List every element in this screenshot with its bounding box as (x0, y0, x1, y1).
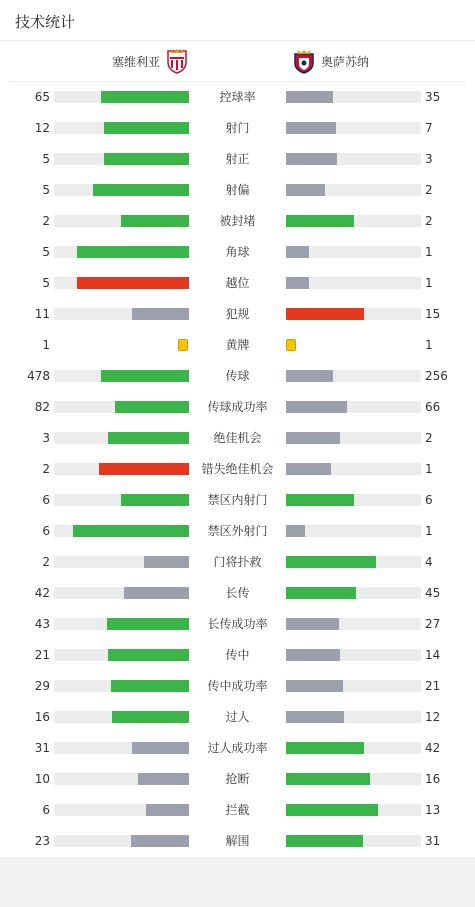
home-value: 65 (34, 90, 50, 104)
stat-row (0, 423, 475, 454)
away-value: 27 (425, 617, 441, 631)
home-bar-fill (144, 556, 189, 568)
home-value: 2 (42, 462, 50, 476)
stat-label: 黄牌 (225, 338, 250, 352)
home-bar-track (54, 463, 189, 475)
away-bar-fill (286, 215, 354, 227)
home-bar-track (54, 308, 189, 320)
away-value: 3 (425, 152, 433, 166)
home-bar-track (54, 401, 189, 413)
home-bar-track (54, 680, 189, 692)
home-bar-track (54, 649, 189, 661)
away-value: 15 (425, 307, 441, 321)
stat-label: 绝佳机会 (213, 431, 262, 445)
stat-label: 越位 (225, 276, 250, 290)
away-value: 7 (425, 121, 433, 135)
away-bar-track (286, 835, 421, 847)
home-value: 478 (27, 369, 50, 383)
stat-row (0, 485, 475, 516)
away-bar-fill (286, 432, 340, 444)
away-value: 1 (425, 338, 433, 352)
home-bar-fill (104, 122, 189, 134)
away-value: 256 (425, 369, 448, 383)
home-bar-fill (104, 153, 189, 165)
home-bar-fill (101, 370, 189, 382)
away-bar-track (286, 91, 421, 103)
stat-label: 长传 (225, 586, 250, 600)
home-value: 29 (34, 679, 50, 693)
stat-label: 传中成功率 (207, 679, 268, 693)
home-bar-track (54, 618, 189, 630)
home-bar-track (54, 122, 189, 134)
home-bar-fill (131, 835, 189, 847)
stat-row (0, 516, 475, 547)
away-value: 2 (425, 214, 433, 228)
home-value: 6 (42, 524, 50, 538)
away-bar-fill (286, 711, 344, 723)
home-value: 5 (42, 183, 50, 197)
away-bar-fill (286, 246, 309, 258)
home-bar-track (54, 804, 189, 816)
away-bar-track (286, 432, 421, 444)
stat-row (0, 206, 475, 237)
stat-row (0, 640, 475, 671)
away-value: 42 (425, 741, 441, 755)
away-bar-fill (286, 308, 364, 320)
home-value: 21 (34, 648, 50, 662)
away-bar-track (286, 153, 421, 165)
away-bar-track (286, 711, 421, 723)
home-value: 10 (34, 772, 50, 786)
away-bar-track (286, 308, 421, 320)
away-bar-fill (286, 835, 363, 847)
home-bar-track (54, 587, 189, 599)
stat-label: 射门 (225, 121, 250, 135)
away-value: 2 (425, 431, 433, 445)
stat-row (0, 268, 475, 299)
home-bar-track (54, 494, 189, 506)
away-bar-track (286, 463, 421, 475)
stat-row (0, 144, 475, 175)
home-bar-track (54, 711, 189, 723)
stat-row (0, 299, 475, 330)
away-value: 14 (425, 648, 441, 662)
away-bar-track (286, 525, 421, 537)
stat-label: 射正 (225, 152, 250, 166)
stat-row (0, 826, 475, 857)
home-value: 6 (42, 803, 50, 817)
away-bar-fill (286, 153, 337, 165)
home-bar-fill (99, 463, 189, 475)
home-bar-fill (108, 649, 189, 661)
home-bar-track (54, 835, 189, 847)
stat-row (0, 82, 475, 113)
home-value: 2 (42, 555, 50, 569)
away-bar-fill (286, 401, 347, 413)
away-value: 1 (425, 462, 433, 476)
away-bar-fill (286, 773, 370, 785)
away-bar-track (286, 742, 421, 754)
stat-label: 错失绝佳机会 (201, 462, 274, 476)
away-value: 4 (425, 555, 433, 569)
stat-label: 过人成功率 (207, 741, 268, 755)
away-bar-track (286, 680, 421, 692)
osasuna-crest-icon (293, 48, 315, 74)
stat-row (0, 702, 475, 733)
stat-row (0, 578, 475, 609)
stat-row (0, 547, 475, 578)
home-bar-fill (77, 246, 189, 258)
home-bar-fill (121, 215, 189, 227)
sevilla-crest-icon (166, 48, 188, 74)
away-bar-fill (286, 184, 325, 196)
home-value: 43 (34, 617, 50, 631)
away-bar-fill (286, 649, 340, 661)
away-value: 66 (425, 400, 441, 414)
stat-label: 长传成功率 (207, 617, 268, 631)
home-value: 16 (34, 710, 50, 724)
away-bar-track (286, 370, 421, 382)
stat-label: 门将扑救 (213, 555, 262, 569)
home-team[interactable] (112, 41, 188, 81)
away-bar-fill (286, 556, 376, 568)
home-bar-fill (146, 804, 189, 816)
away-bar-fill (286, 804, 378, 816)
away-bar-track (286, 184, 421, 196)
home-bar-track (54, 525, 189, 537)
home-bar-fill (77, 277, 189, 289)
away-value: 16 (425, 772, 441, 786)
home-bar-fill (112, 711, 189, 723)
stat-label: 抢断 (225, 772, 250, 786)
away-bar-track (286, 401, 421, 413)
away-value: 1 (425, 276, 433, 290)
stat-label: 传球成功率 (207, 400, 268, 414)
home-value: 5 (42, 276, 50, 290)
stat-label: 传中 (225, 648, 250, 662)
away-value: 6 (425, 493, 433, 507)
away-bar-fill (286, 587, 356, 599)
stat-label: 犯规 (225, 307, 250, 321)
home-value: 3 (42, 431, 50, 445)
stat-row (0, 609, 475, 640)
stat-label: 禁区内射门 (207, 493, 268, 507)
home-team-name: 塞维利亚 (111, 54, 160, 69)
home-value: 12 (34, 121, 50, 135)
away-bar-track (286, 773, 421, 785)
away-bar-fill (286, 525, 305, 537)
away-value: 1 (425, 245, 433, 259)
away-bar-track (286, 215, 421, 227)
away-bar-fill (286, 122, 336, 134)
away-bar-fill (286, 370, 333, 382)
away-bar-fill (286, 494, 354, 506)
stat-row (0, 764, 475, 795)
teams-header (0, 41, 475, 81)
away-bar-track (286, 122, 421, 134)
home-value: 82 (34, 400, 50, 414)
home-bar-fill (93, 184, 189, 196)
away-bar-track (286, 587, 421, 599)
stat-label: 被封堵 (219, 214, 256, 228)
away-bar-track (286, 277, 421, 289)
away-bar-track (286, 494, 421, 506)
home-bar-track (54, 91, 189, 103)
stat-label: 禁区外射门 (207, 524, 268, 538)
home-bar-track (54, 277, 189, 289)
away-bar-track (286, 556, 421, 568)
away-bar-fill (286, 463, 331, 475)
home-bar-fill (101, 91, 189, 103)
away-bar-track (286, 804, 421, 816)
away-value: 2 (425, 183, 433, 197)
stat-row (0, 330, 475, 361)
home-bar-fill (73, 525, 189, 537)
stat-row (0, 361, 475, 392)
away-bar-track (286, 649, 421, 661)
away-value: 12 (425, 710, 441, 724)
stat-row (0, 392, 475, 423)
away-team-name: 奥萨苏纳 (321, 54, 370, 69)
home-value: 23 (34, 834, 50, 848)
home-bar-track (54, 370, 189, 382)
home-bar-track (54, 556, 189, 568)
page-title: 技术统计 (15, 13, 76, 31)
away-bar-track (286, 246, 421, 258)
home-bar-fill (108, 432, 189, 444)
home-bar-track (54, 742, 189, 754)
home-yellow-card-icon (178, 339, 188, 351)
away-team[interactable] (293, 41, 369, 81)
stat-label: 过人 (225, 710, 250, 724)
stat-label: 传球 (225, 369, 250, 383)
away-bar-track (286, 618, 421, 630)
stat-row (0, 671, 475, 702)
away-yellow-card-icon (286, 339, 296, 351)
away-bar-fill (286, 680, 343, 692)
home-value: 42 (34, 586, 50, 600)
home-value: 31 (34, 741, 50, 755)
stat-row (0, 175, 475, 206)
away-value: 45 (425, 586, 441, 600)
home-bar-fill (111, 680, 189, 692)
stat-label: 射偏 (225, 183, 250, 197)
home-value: 11 (34, 307, 50, 321)
stat-row (0, 113, 475, 144)
home-bar-fill (132, 742, 189, 754)
home-value: 5 (42, 152, 50, 166)
stat-label: 控球率 (219, 90, 256, 104)
home-bar-track (54, 773, 189, 785)
home-bar-fill (107, 618, 189, 630)
away-value: 31 (425, 834, 441, 848)
stat-row (0, 237, 475, 268)
away-bar-fill (286, 277, 309, 289)
stat-label: 角球 (225, 245, 250, 259)
home-bar-fill (138, 773, 189, 785)
home-bar-track (54, 215, 189, 227)
home-bar-fill (132, 308, 189, 320)
away-value: 13 (425, 803, 441, 817)
home-value: 6 (42, 493, 50, 507)
home-bar-track (54, 246, 189, 258)
stat-row (0, 795, 475, 826)
away-value: 21 (425, 679, 441, 693)
home-value: 2 (42, 214, 50, 228)
home-bar-fill (124, 587, 189, 599)
away-bar-fill (286, 91, 333, 103)
stat-row (0, 733, 475, 764)
away-bar-fill (286, 618, 339, 630)
away-value: 35 (425, 90, 441, 104)
home-value: 1 (42, 338, 50, 352)
home-value: 5 (42, 245, 50, 259)
home-bar-track (54, 153, 189, 165)
home-bar-track (54, 184, 189, 196)
home-bar-track (54, 432, 189, 444)
home-bar-fill (121, 494, 189, 506)
stat-label: 解围 (225, 834, 250, 848)
home-bar-fill (115, 401, 189, 413)
stat-row (0, 454, 475, 485)
stat-label: 拦截 (225, 803, 250, 817)
away-value: 1 (425, 524, 433, 538)
away-bar-fill (286, 742, 364, 754)
